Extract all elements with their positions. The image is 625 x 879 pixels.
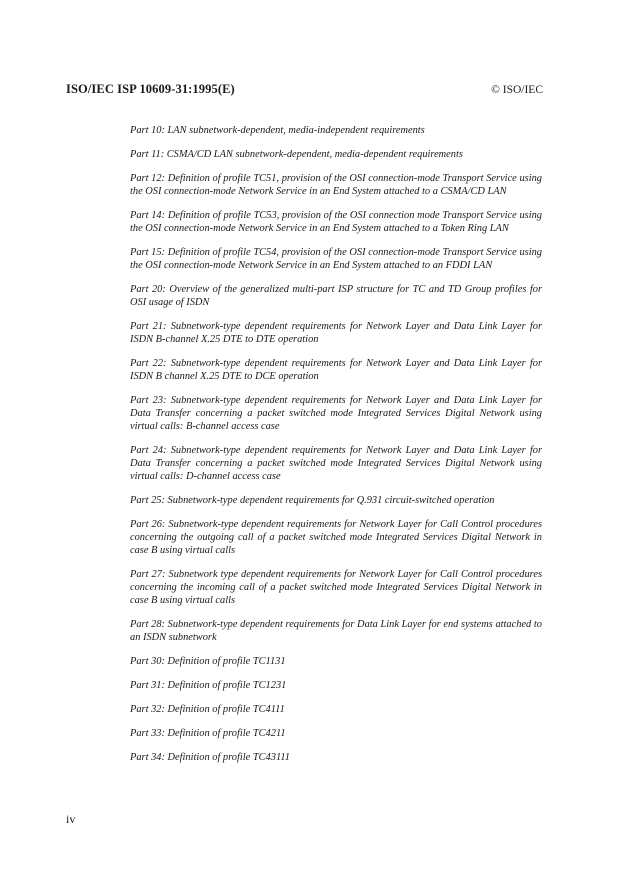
part-entry: Part 24: Subnetwork-type dependent requirements for Network Layer and Data Link Layer for Data Transfer concerning a packet switched mode Integrated Services Digital Network using virtual calls: D-channel access case [130, 445, 542, 482]
part-entry: Part 10: LAN subnetwork-dependent, media-independent requirements [130, 125, 425, 136]
copyright-notice: © ISO/IEC [491, 84, 543, 96]
part-entry: Part 12: Definition of profile TC51, provision of the OSI connection-mode Transport Service using the OSI connection-mode Network Service in an End System attached to a CSMA/CD LAN [130, 173, 542, 197]
page-number: iv [66, 812, 76, 826]
part-entry: Part 27: Subnetwork type dependent requirements for Network Layer for Call Control procedures concerning the incoming call of a packet switched mode Integrated Services Digital Network in case B using virtual calls [130, 569, 542, 606]
part-entry: Part 26: Subnetwork-type dependent requirements for Network Layer for Call Control procedures concerning the outgoing call of a packet switched mode Integrated Services Digital Network in case B using virtual calls [130, 519, 542, 556]
part-entry: Part 33: Definition of profile TC4211 [130, 728, 286, 739]
part-entry: Part 25: Subnetwork-type dependent requirements for Q.931 circuit-switched operation [130, 495, 495, 506]
part-entry: Part 30: Definition of profile TC1131 [130, 656, 286, 667]
parts-list [130, 124, 542, 764]
part-entry: Part 34: Definition of profile TC43111 [130, 752, 290, 763]
part-entry: Part 14: Definition of profile TC53, provision of the OSI connection mode Transport Service using the OSI connection-mode Network Service in an End System attached to a Token Ring LAN [130, 210, 542, 234]
part-entry: Part 21: Subnetwork-type dependent requirements for Network Layer and Data Link Layer for ISDN B-channel X.25 DTE to DTE operation [130, 321, 542, 345]
part-entry: Part 23: Subnetwork-type dependent requirements for Network Layer and Data Link Layer for Data Transfer concerning a packet switched mode Integrated Services Digital Network using virtual calls: B-channel access case [130, 395, 542, 432]
part-entry: Part 20: Overview of the generalized multi-part ISP structure for TC and TD Group profiles for OSI usage of ISDN [130, 284, 542, 308]
document-id: ISO/IEC ISP 10609-31:1995(E) [66, 82, 235, 96]
part-entry: Part 15: Definition of profile TC54, provision of the OSI connection-mode Transport Service using the OSI connection-mode Network Service in an End System attached to an FDDI LAN [130, 247, 542, 271]
part-entry: Part 28: Subnetwork-type dependent requirements for Data Link Layer for end systems attached to an ISDN subnetwork [130, 619, 542, 643]
part-entry: Part 22: Subnetwork-type dependent requirements for Network Layer and Data Link Layer for ISDN B channel X.25 DTE to DCE operation [130, 358, 542, 382]
part-entry: Part 31: Definition of profile TC1231 [130, 680, 287, 691]
part-entry: Part 32: Definition of profile TC4111 [130, 704, 285, 715]
part-entry: Part 11: CSMA/CD LAN subnetwork-dependent, media-dependent requirements [130, 149, 463, 160]
